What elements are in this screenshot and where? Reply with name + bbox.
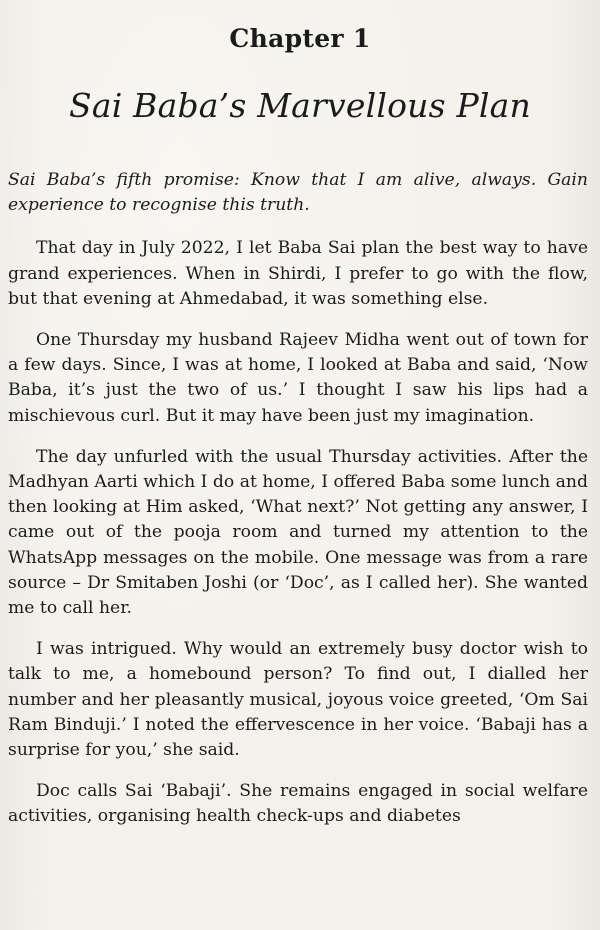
paragraph: The day unfurled with the usual Thursday activities. After the Madhyan Aarti which I do at home, I offered Baba some lunch and then looking at Him asked, ‘What next?’ Not getting any answer, I came out of the pooja room and turned my attention to the WhatsApp messages on the mobile. One message was from a rare source – Dr Smitaben Joshi (or ‘Doc’, as I called her). She wanted me to call her.	[8, 446, 588, 619]
paragraph: Doc calls Sai ‘Babaji’. She remains engaged in social welfare activities, organising health check-ups and diabetes	[8, 781, 588, 827]
paragraph: I was intrigued. Why would an extremely busy doctor wish to talk to me, a homebound person? To find out, I dialled her number and her pleasantly musical, joyous voice greeted, ‘Om Sai Ram Binduji.’ I noted the effervescence in her voice. ‘Babaji has a surprise for you,’ she said.	[8, 639, 588, 761]
chapter-title: Sai Baba’s Marvellous Plan	[69, 86, 531, 125]
epigraph: Sai Baba’s fifth promise: Know that I am alive, always. Gain experience to recognise this truth.	[8, 170, 588, 216]
page-body	[8, 168, 588, 846]
paragraph: One Thursday my husband Rajeev Midha went out of town for a few days. Since, I was at home, I looked at Baba and said, ‘Now Baba, it’s just the two of us.’ I thought I saw his lips had a mischievous curl. But it may have been just my imagination.	[8, 330, 588, 426]
chapter-label: Chapter 1	[229, 24, 371, 53]
paragraph: That day in July 2022, I let Baba Sai plan the best way to have grand experiences. When in Shirdi, I prefer to go with the flow, but that evening at Ahmedabad, it was something else.	[8, 238, 588, 309]
